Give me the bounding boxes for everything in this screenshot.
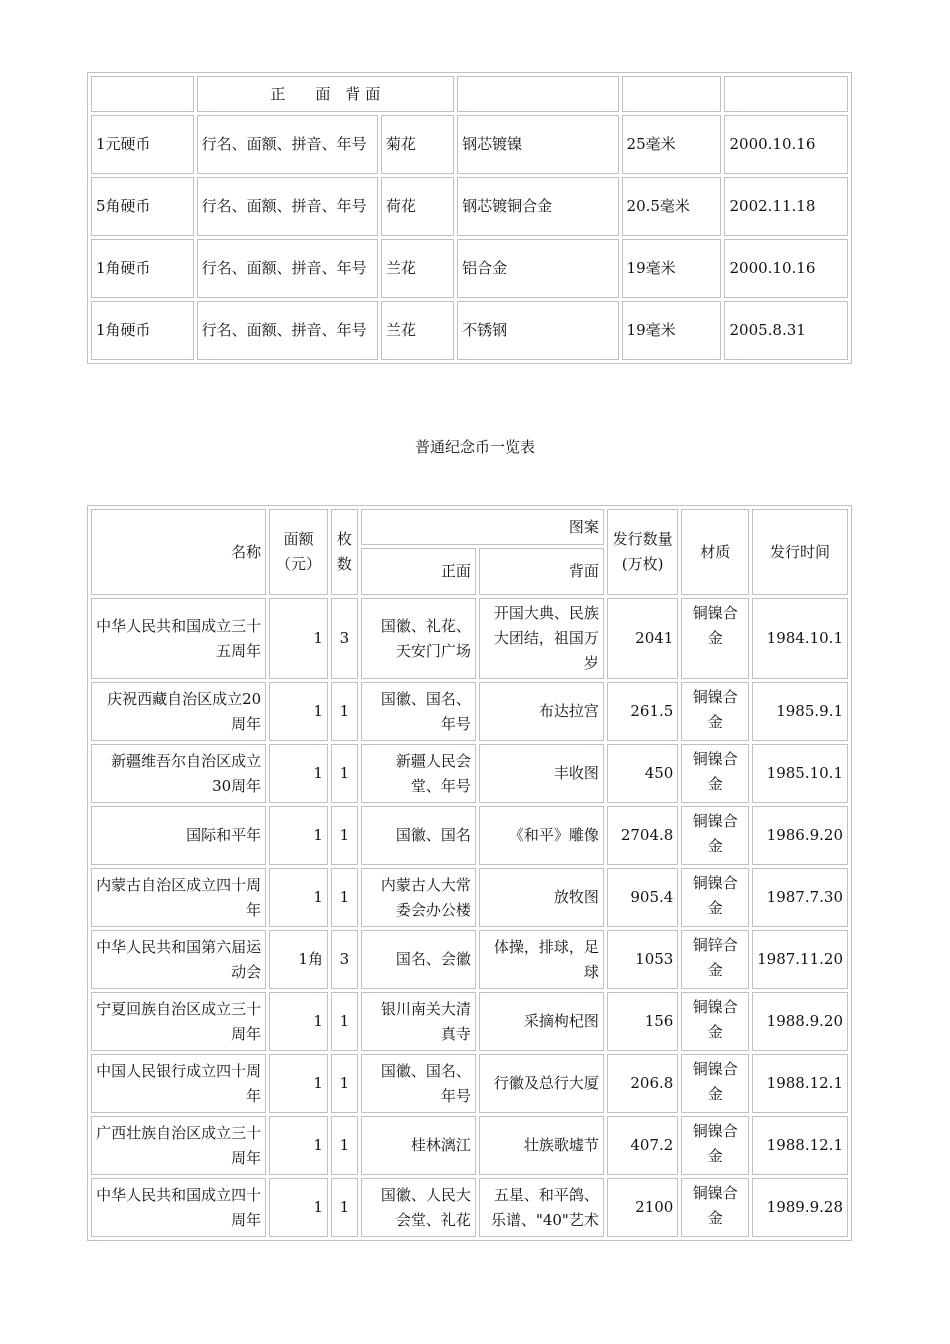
- coin-quantity: 2041: [607, 598, 679, 679]
- coin-count: 1: [331, 992, 358, 1051]
- coin-date: 1988.12.1: [752, 1054, 848, 1113]
- coin-denomination: 1: [269, 868, 328, 927]
- coin-quantity: 450: [607, 744, 679, 803]
- coin-material: 铜镍合金: [681, 868, 749, 927]
- table-row: [91, 930, 848, 989]
- coin-date: 2000.10.16: [724, 115, 848, 174]
- coin-front: 银川南关大清真寺: [361, 992, 476, 1051]
- coin-quantity: 905.4: [607, 868, 679, 927]
- coin-date: 1987.7.30: [752, 868, 848, 927]
- header-denomination: 面额（元）: [269, 509, 328, 595]
- coin-count: 1: [331, 868, 358, 927]
- header-quantity: 发行数量(万枚): [607, 509, 679, 595]
- coin-count: 3: [331, 598, 358, 679]
- table-row: [91, 744, 848, 803]
- coin-back: 菊花: [381, 115, 454, 174]
- coin-table: [87, 72, 852, 364]
- coin-denomination: 1: [269, 1178, 328, 1237]
- coin-front: 行名、面额、拼音、年号: [197, 177, 378, 236]
- header-material: 材质: [681, 509, 749, 595]
- table-row: [91, 239, 848, 298]
- table-row: [91, 806, 848, 865]
- coin-front: 行名、面额、拼音、年号: [197, 239, 378, 298]
- coin-quantity: 407.2: [607, 1116, 679, 1175]
- coin-name: 内蒙古自治区成立四十周年: [91, 868, 266, 927]
- header-cell: [724, 76, 848, 112]
- coin-count: 1: [331, 1116, 358, 1175]
- coin-quantity: 1053: [607, 930, 679, 989]
- coin-name: 宁夏回族自治区成立三十周年: [91, 992, 266, 1051]
- commemorative-coin-table: [87, 505, 852, 1241]
- coin-date: 1987.11.20: [752, 930, 848, 989]
- coin-date: 1986.9.20: [752, 806, 848, 865]
- coin-denomination: 1: [269, 992, 328, 1051]
- table-row: [91, 682, 848, 741]
- coin-material: 铜镍合金: [681, 1178, 749, 1237]
- coin-front: 国徽、人民大会堂、礼花: [361, 1178, 476, 1237]
- coin-back: 开国大典、民族大团结，祖国万岁: [479, 598, 604, 679]
- header-date: 发行时间: [752, 509, 848, 595]
- coin-material: 铜镍合金: [681, 598, 749, 679]
- coin-back: 放牧图: [479, 868, 604, 927]
- coin-front: 桂林漓江: [361, 1116, 476, 1175]
- coin-denomination: 1: [269, 806, 328, 865]
- header-front: 正面: [361, 548, 476, 595]
- coin-front: 新疆人民会堂、年号: [361, 744, 476, 803]
- coin-date: 1984.10.1: [752, 598, 848, 679]
- coin-count: 1: [331, 682, 358, 741]
- coin-material: 铜镍合金: [681, 806, 749, 865]
- coin-name: 中华人民共和国成立三十五周年: [91, 598, 266, 679]
- coin-quantity: 156: [607, 992, 679, 1051]
- coin-name: 新疆维吾尔自治区成立30周年: [91, 744, 266, 803]
- coin-date: 1989.9.28: [752, 1178, 848, 1237]
- coin-name: 5角硬币: [91, 177, 194, 236]
- coin-material: 铜镍合金: [681, 1054, 749, 1113]
- coin-back: 采摘枸杞图: [479, 992, 604, 1051]
- coin-name: 1元硬币: [91, 115, 194, 174]
- table-row: [91, 598, 848, 679]
- coin-name: 庆祝西藏自治区成立20周年: [91, 682, 266, 741]
- coin-back: 行徽及总行大厦: [479, 1054, 604, 1113]
- commemorative-coin-table-title: 普通纪念币一览表: [414, 438, 535, 456]
- coin-front: 内蒙古人大常委会办公楼: [361, 868, 476, 927]
- coin-count: 1: [331, 744, 358, 803]
- table-row: [91, 1054, 848, 1113]
- header-count: 枚数: [331, 509, 358, 595]
- table-header-row: [91, 76, 848, 112]
- coin-quantity: 206.8: [607, 1054, 679, 1113]
- coin-front: 行名、面额、拼音、年号: [197, 115, 378, 174]
- coin-count: 1: [331, 1178, 358, 1237]
- coin-back: 荷花: [381, 177, 454, 236]
- coin-diameter: 19毫米: [622, 239, 722, 298]
- coin-back: 壮族歌墟节: [479, 1116, 604, 1175]
- coin-quantity: 261.5: [607, 682, 679, 741]
- coin-front: 国徽、国名: [361, 806, 476, 865]
- table-row: [91, 1116, 848, 1175]
- coin-name: 中华人民共和国第六届运动会: [91, 930, 266, 989]
- header-cell: [91, 76, 194, 112]
- coin-date: 2000.10.16: [724, 239, 848, 298]
- coin-diameter: 20.5毫米: [622, 177, 722, 236]
- header-design: 图案: [361, 509, 604, 545]
- coin-denomination: 1: [269, 682, 328, 741]
- coin-name: 中国人民银行成立四十周年: [91, 1054, 266, 1113]
- coin-material: 铜镍合金: [681, 744, 749, 803]
- coin-date: 1985.10.1: [752, 744, 848, 803]
- table-row: [91, 115, 848, 174]
- coin-diameter: 19毫米: [622, 301, 722, 360]
- coin-back: 兰花: [381, 239, 454, 298]
- coin-name: 1角硬币: [91, 239, 194, 298]
- coin-diameter: 25毫米: [622, 115, 722, 174]
- coin-material: 铜镍合金: [681, 992, 749, 1051]
- coin-front: 国名、会徽: [361, 930, 476, 989]
- coin-count: 1: [331, 806, 358, 865]
- table-row: [91, 1178, 848, 1237]
- coin-front: 国徽、国名、年号: [361, 682, 476, 741]
- coin-back: 《和平》雕像: [479, 806, 604, 865]
- coin-denomination: 1: [269, 598, 328, 679]
- coin-back: 丰收图: [479, 744, 604, 803]
- coin-name: 1角硬币: [91, 301, 194, 360]
- coin-date: 2005.8.31: [724, 301, 848, 360]
- coin-front: 国徽、国名、年号: [361, 1054, 476, 1113]
- coin-front: 国徽、礼花、天安门广场: [361, 598, 476, 679]
- header-back: 背面: [479, 548, 604, 595]
- coin-name: 广西壮族自治区成立三十周年: [91, 1116, 266, 1175]
- coin-quantity: 2704.8: [607, 806, 679, 865]
- coin-count: 1: [331, 1054, 358, 1113]
- table-header-row: [91, 509, 848, 545]
- table-row: [91, 177, 848, 236]
- coin-material: 铜镍合金: [681, 1116, 749, 1175]
- coin-material: 铜锌合金: [681, 930, 749, 989]
- coin-name: 中华人民共和国成立四十周年: [91, 1178, 266, 1237]
- table-row: [91, 868, 848, 927]
- table-row: [91, 992, 848, 1051]
- header-name: 名称: [91, 509, 266, 595]
- coin-name: 国际和平年: [91, 806, 266, 865]
- header-cell: [457, 76, 618, 112]
- coin-back: 五星、和平鸽、乐谱、"40"艺术: [479, 1178, 604, 1237]
- coin-material: 铝合金: [457, 239, 618, 298]
- coin-material: 不锈钢: [457, 301, 618, 360]
- header-cell: [622, 76, 722, 112]
- coin-quantity: 2100: [607, 1178, 679, 1237]
- coin-back: 兰花: [381, 301, 454, 360]
- coin-back: 体操，排球，足球: [479, 930, 604, 989]
- coin-back: 布达拉宫: [479, 682, 604, 741]
- header-front-back: 正 面 背 面: [197, 76, 455, 112]
- coin-denomination: 1角: [269, 930, 328, 989]
- coin-denomination: 1: [269, 1116, 328, 1175]
- coin-date: 1985.9.1: [752, 682, 848, 741]
- coin-material: 钢芯镀铜合金: [457, 177, 618, 236]
- coin-date: 1988.12.1: [752, 1116, 848, 1175]
- table-row: [91, 301, 848, 360]
- coin-material: 铜镍合金: [681, 682, 749, 741]
- coin-count: 3: [331, 930, 358, 989]
- coin-denomination: 1: [269, 1054, 328, 1113]
- coin-date: 2002.11.18: [724, 177, 848, 236]
- coin-front: 行名、面额、拼音、年号: [197, 301, 378, 360]
- coin-date: 1988.9.20: [752, 992, 848, 1051]
- coin-denomination: 1: [269, 744, 328, 803]
- coin-material: 钢芯镀镍: [457, 115, 618, 174]
